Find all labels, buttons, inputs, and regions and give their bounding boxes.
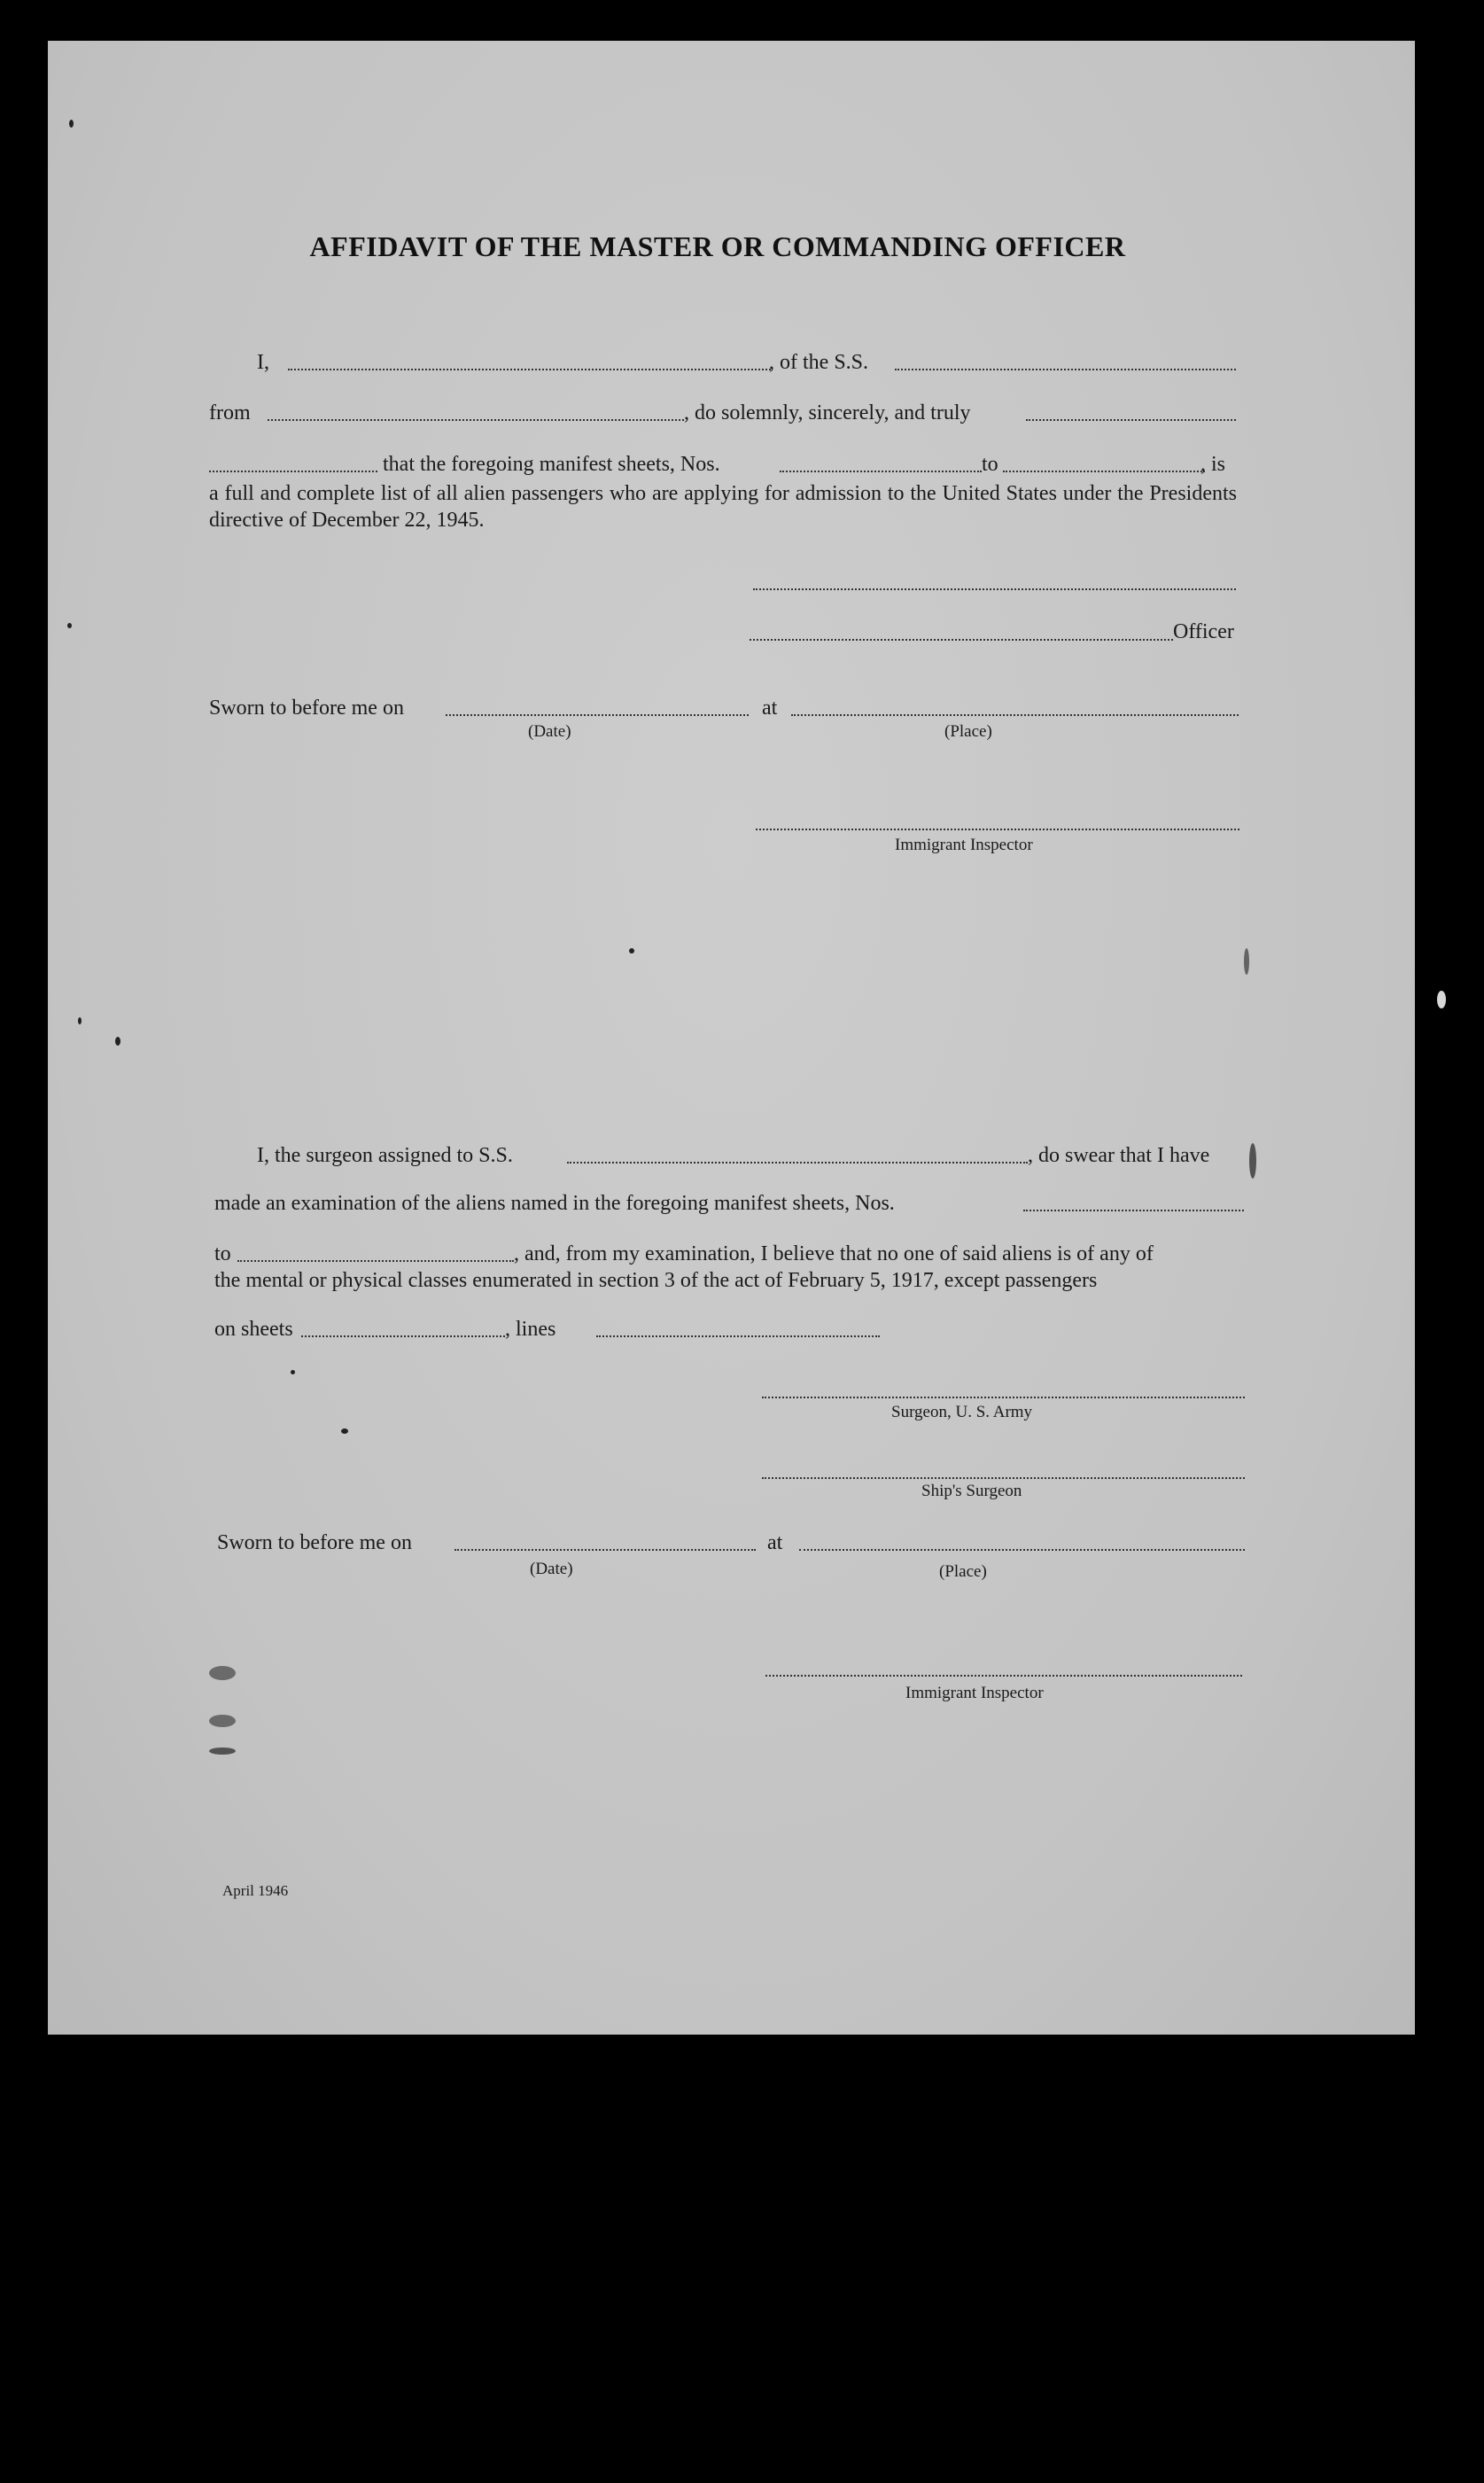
surgeon-at-label: at: [767, 1531, 783, 1554]
ship-surgeon-signature-field[interactable]: [762, 1477, 1245, 1479]
speck: [629, 948, 634, 954]
form-date: April 1946: [222, 1882, 289, 1899]
is-label: , is: [1200, 453, 1226, 476]
speck: [78, 1017, 82, 1024]
sheets-from-field[interactable]: [780, 471, 982, 472]
master-name-field[interactable]: [288, 369, 771, 370]
form-page: [48, 41, 1415, 2035]
surgeon-date-caption: (Date): [530, 1560, 573, 1578]
to-label: to: [982, 453, 998, 476]
speck: [341, 1428, 348, 1434]
master-signature-field[interactable]: [753, 588, 1236, 590]
surgeon-to-label: to: [214, 1242, 231, 1265]
officer-signature-field[interactable]: [750, 639, 1173, 641]
surgeon-inspector-signature-field[interactable]: [765, 1675, 1242, 1677]
stamp-mark: [209, 1715, 236, 1727]
speck: [67, 623, 72, 628]
except-sheets-field[interactable]: [301, 1335, 505, 1337]
surgeon-inspector-caption: Immigrant Inspector: [905, 1684, 1044, 1702]
army-surgeon-signature-field[interactable]: [762, 1397, 1245, 1398]
affidavit-title: AFFIDAVIT OF THE MASTER OR COMMANDING OFFICER: [309, 230, 1126, 262]
inspector-caption: Immigrant Inspector: [895, 836, 1033, 854]
stamp-mark: [209, 1666, 236, 1680]
on-sheets-label: on sheets: [214, 1318, 293, 1341]
oath-field[interactable]: [209, 471, 377, 472]
army-surgeon-caption: Surgeon, U. S. Army: [891, 1403, 1033, 1421]
speck: [69, 120, 74, 128]
declaration-field[interactable]: [1026, 419, 1236, 421]
sworn-place-field[interactable]: [791, 714, 1239, 716]
affidavit-i-label: I,: [257, 351, 269, 374]
surgeon-place-caption: (Place): [939, 1562, 987, 1581]
stamp-mark: [1249, 1143, 1256, 1179]
examination-label: made an examination of the aliens named in the foregoing manifest sheets, Nos.: [214, 1192, 895, 1215]
surgeon-sheets-from-field[interactable]: [1023, 1210, 1244, 1211]
date-caption: (Date): [528, 722, 571, 741]
sworn-label: Sworn to before me on: [209, 697, 404, 720]
foregoing-label: that the foregoing manifest sheets, Nos.: [383, 453, 720, 476]
except-lines-field[interactable]: [596, 1335, 880, 1337]
swear-label: , do swear that I have: [1028, 1144, 1210, 1167]
speck: [1437, 991, 1446, 1008]
affidavit-body: a full and complete list of all alien passengers who are applying for admission to the United States under the Presidents directive of December 22, 1945.: [209, 482, 1237, 532]
inspector-signature-field[interactable]: [756, 829, 1239, 830]
sheets-to-field[interactable]: [1003, 471, 1205, 472]
stamp-mark: [1244, 948, 1249, 975]
ship-name-field[interactable]: [895, 369, 1236, 370]
classes-label: the mental or physical classes enumerated in section 3 of the act of February 5, 1917, except passengers: [214, 1269, 1098, 1292]
sworn-date-field[interactable]: [446, 714, 749, 716]
speck: [291, 1370, 295, 1374]
ship-surgeon-caption: Ship's Surgeon: [921, 1482, 1022, 1500]
solemn-label: , do solemnly, sincerely, and truly: [684, 401, 971, 424]
place-caption: (Place): [944, 722, 992, 741]
port-field[interactable]: [268, 419, 684, 421]
surgeon-sworn-date-field[interactable]: [455, 1549, 756, 1551]
belief-label: , and, from my examination, I believe that no one of said aliens is of any of: [514, 1242, 1154, 1265]
ss-label: , of the S.S.: [769, 351, 869, 374]
surgeon-sworn-label: Sworn to before me on: [217, 1531, 412, 1554]
surgeon-sheets-to-field[interactable]: [237, 1260, 514, 1262]
surgeon-sworn-place-field[interactable]: [799, 1549, 1245, 1551]
surgeon-ship-field[interactable]: [567, 1162, 1028, 1164]
surgeon-intro: I, the surgeon assigned to S.S.: [257, 1144, 513, 1167]
officer-label: Officer: [1173, 620, 1234, 643]
from-label: from: [209, 401, 251, 424]
at-label: at: [762, 697, 778, 720]
lines-label: , lines: [505, 1318, 556, 1341]
stamp-mark: [209, 1747, 236, 1755]
speck: [115, 1037, 120, 1046]
